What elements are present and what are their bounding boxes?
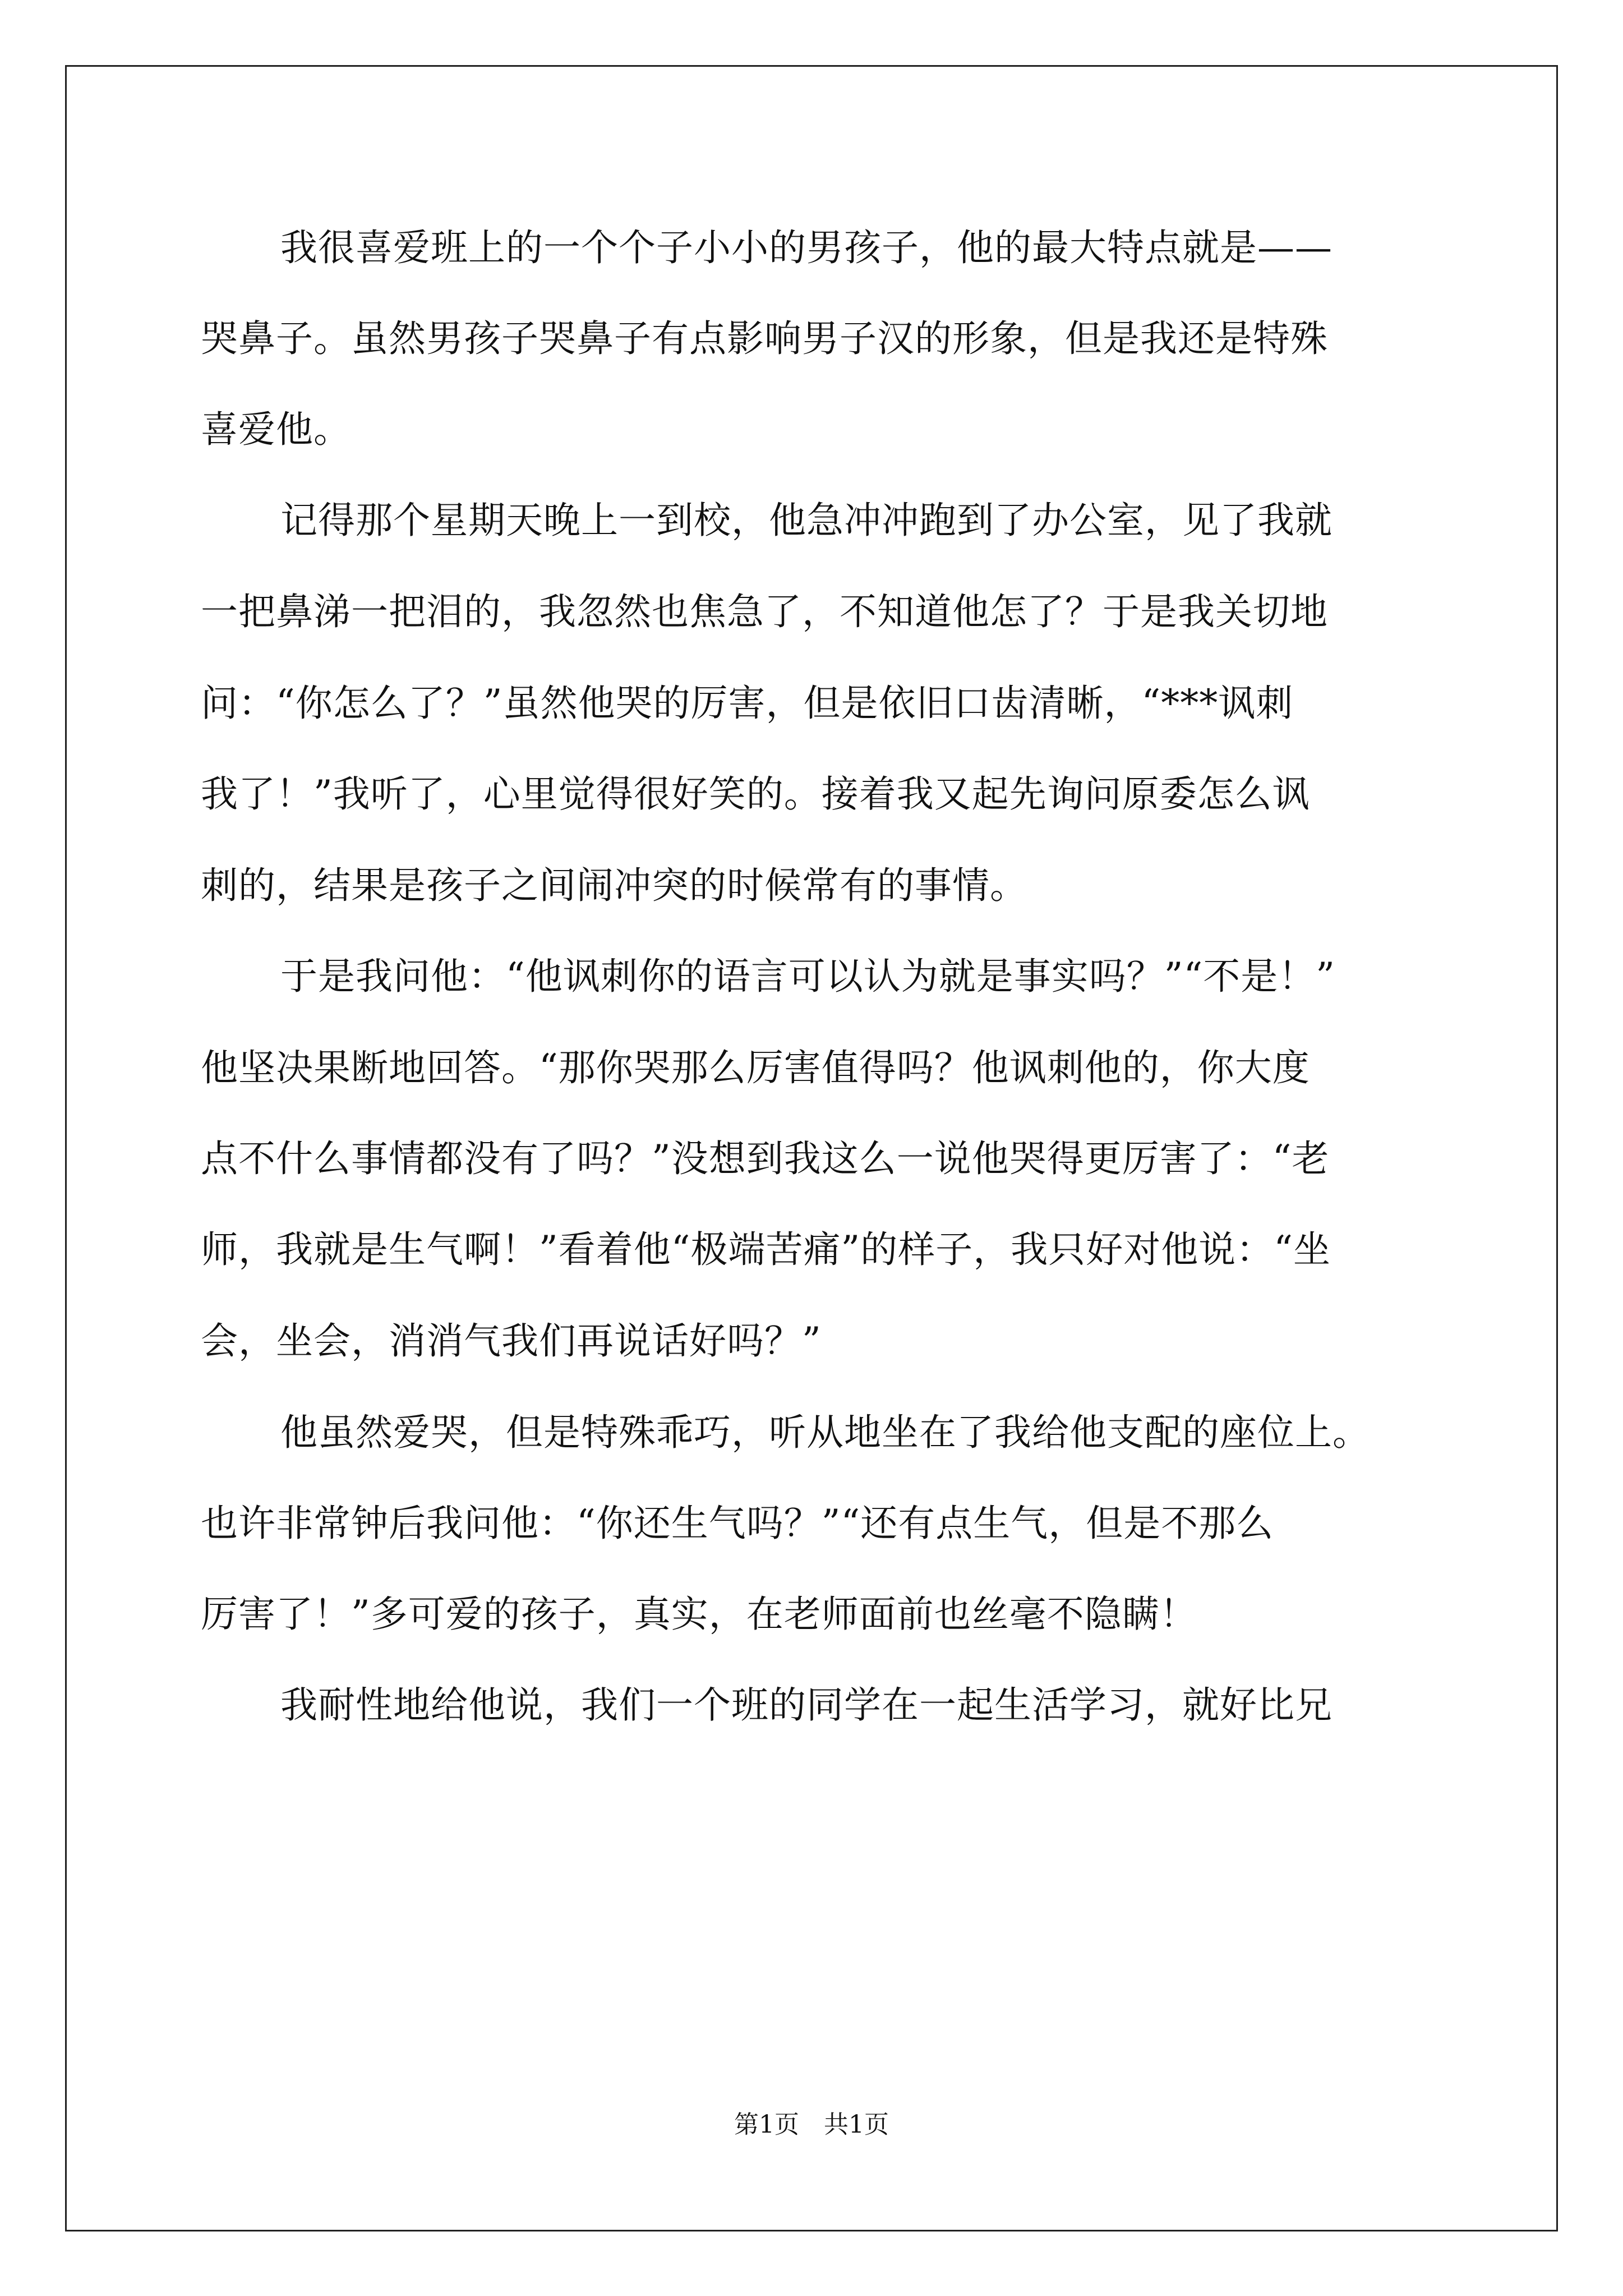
paragraph-3-line-4: 师，我就是生气啊！”看着他“极端苦痛”的样子，我只好对他说：“坐 — [201, 1228, 1331, 1271]
paragraph-3-line-3: 点不什么事情都没有了吗？”没想到我这么一说他哭得更厉害了：“老 — [201, 1137, 1330, 1180]
paragraph-2-line-1: 记得那个星期天晚上一到校，他急冲冲跑到了办公室，见了我就 — [280, 499, 1332, 542]
page-number-footer: 第1页 共1页 — [734, 2110, 889, 2139]
paragraph-4-line-1: 他虽然爱哭，但是特殊乖巧，听从地坐在了我给他支配的座位上。 — [280, 1411, 1370, 1454]
paragraph-3-line-5: 会，坐会，消消气我们再说话好吗？” — [201, 1319, 822, 1363]
paragraph-3-line-1: 于是我问他：“他讽刺你的语言可以认为就是事实吗？”“不是！” — [280, 955, 1335, 998]
paragraph-4-line-3: 厉害了！”多可爱的孩子，真实，在老师面前也丝毫不隐瞒！ — [201, 1593, 1197, 1636]
paragraph-1-line-2: 哭鼻子。虽然男孩子哭鼻子有点影响男子汉的形象，但是我还是特殊 — [201, 317, 1328, 360]
paragraph-2-line-2: 一把鼻涕一把泪的，我忽然也焦急了，不知道他怎了？于是我关切地 — [201, 590, 1328, 633]
paragraph-3-line-2: 他坚决果断地回答。“那你哭那么厉害值得吗？他讽刺他的，你大度 — [201, 1046, 1310, 1089]
paragraph-5-line-1: 我耐性地给他说，我们一个班的同学在一起生活学习，就好比兄 — [280, 1683, 1332, 1727]
paragraph-2-line-4: 我了！”我听了，心里觉得很好笑的。接着我又起先询问原委怎么讽 — [201, 772, 1310, 816]
paragraph-2-line-5: 刺的，结果是孩子之间闹冲突的时候常有的事情。 — [201, 864, 1027, 907]
paragraph-2-line-3: 问：“你怎么了？”虽然他哭的厉害，但是依旧口齿清晰，“***讽刺 — [201, 682, 1294, 725]
paragraph-4-line-2: 也许非常钟后我问他：“你还生气吗？”“还有点生气，但是不那么 — [201, 1502, 1274, 1545]
paragraph-1-line-3: 喜爱他。 — [201, 408, 351, 451]
paragraph-1-line-1: 我很喜爱班上的一个个子小小的男孩子，他的最大特点就是—— — [280, 226, 1332, 269]
